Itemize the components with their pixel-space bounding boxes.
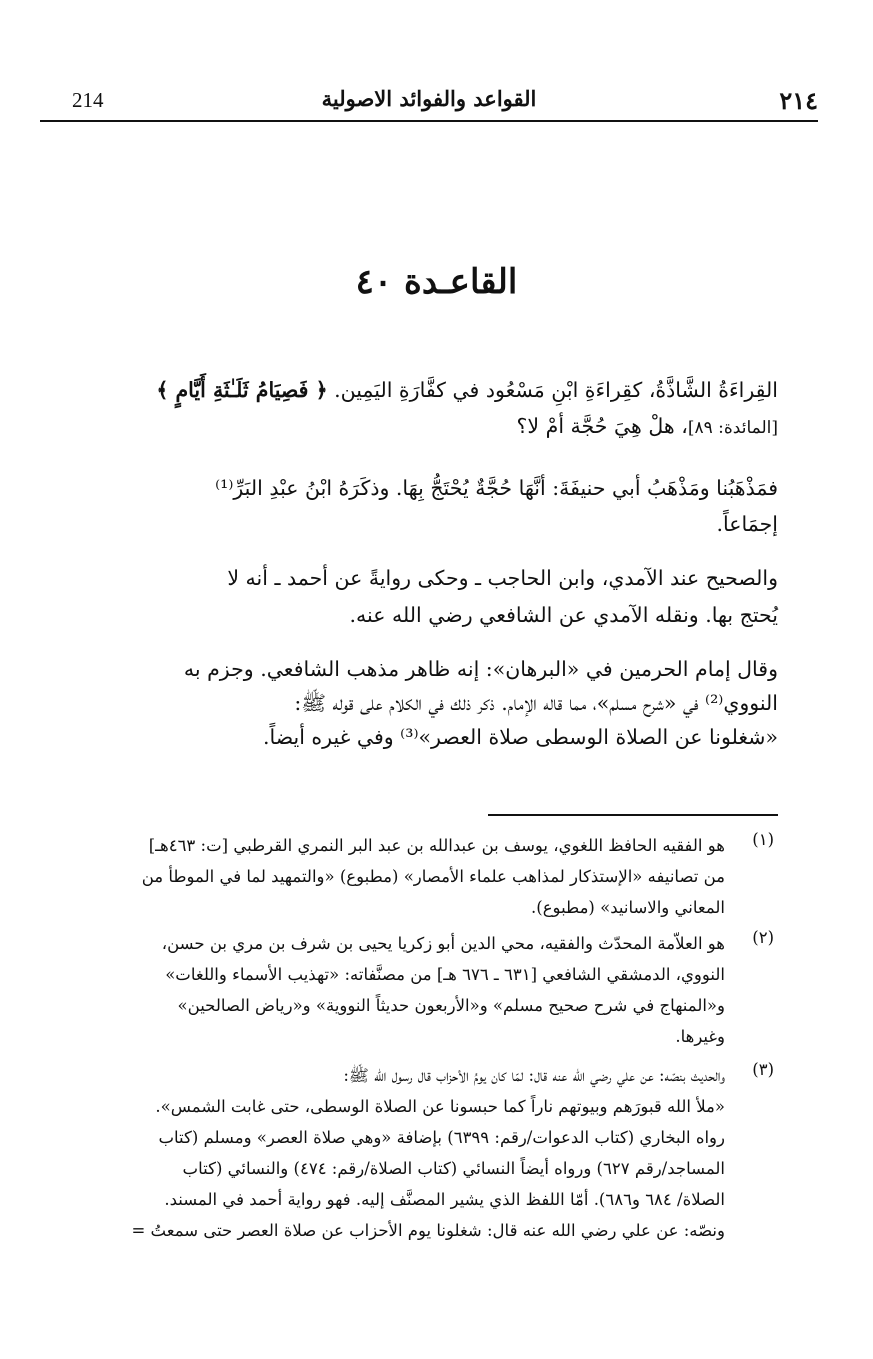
footnote-line: من تصانيفه «الإستذكار لمذاهب علماء الأمصار» (مطبوع) «والتمهيد لما في الموطأ من [141,867,725,886]
footnote-body [22,830,780,923]
footnote-line: ونصّه: عن علي رضي الله عنه قال: شغلونا يوم الأحزاب عن صلاة العصر حتى سمعتُ = [131,1221,725,1240]
page-number-arabic: ٢١٤ [779,86,818,115]
paragraph-3 [40,560,778,634]
paragraph-line [40,408,778,446]
footnote-line: المعاني والاسانيد» (مطبوع). [531,898,725,917]
footnote-line: و«المنهاج في شرح صحيح مسلم» و«الأربعون حديثاً النووية» و«رياض الصالحين» [177,996,725,1015]
footnote-line: الصلاة/ ٦٨٤ و٦٨٦). أمّا اللفظ الذي يشير المصنَّف إليه. فهو رواية أحمد في المسند. [164,1190,725,1209]
paragraph-line: وقال إمام الحرمين في «البرهان»: إنه ظاهر مذهب الشافعي. وجزم به [183,657,778,681]
footnote-line: النووي، الدمشقي الشافعي [٦٣١ ـ ٦٧٦ هـ] من مصنَّفاته: «تهذيب الأسماء واللغات» [165,965,725,984]
paragraph-line: إجمَاعاً. [716,512,778,536]
footnote-line: والحديث بنصّه: عن علي رضي الله عنه قال: لمّا كان يومُ الأحزاب قال رسول الله ﷺ: [343,1066,725,1085]
paragraph-line: والصحيح عند الآمدي، وابن الحاجب ـ وحكى روايةً عن أحمد ـ أنه لا [227,566,778,590]
footnote-number: (٢) [752,928,774,947]
paragraph-line: النووي⁽²⁾ في «شرح مسلم»، مما قاله الإمام. ذكر ذلك في الكلام على قوله ﷺ: [294,691,778,715]
page-number-latin: 214 [72,88,104,112]
paragraph-text: ، هلْ هِيَ حُجَّة أمْ لا؟ [516,414,688,438]
footnote-body [22,1060,780,1246]
paragraph-line [40,372,778,408]
page-header [40,82,818,122]
footnote-body [22,928,780,1052]
paragraph-4 [40,652,778,754]
footnote-line: المساجد/رقم ٦٢٧) ورواه أيضاً النسائي (كتاب الصلاة/رقم: ٤٧٤) والنسائي (كتاب [182,1159,725,1178]
paragraph-text: القِراءَةُ الشَّاذَّةُ، كقِراءَةِ ابْنِ مَسْعُود في كفَّارَةِ اليَمِين. [327,378,778,402]
footnote-line: «ملأ الله قبورَهم وبيوتهم ناراً كما حبسونا عن الصلاة الوسطى، حتى غابت الشمس». [155,1097,725,1116]
paragraph-2 [40,470,778,542]
paragraph-line: فمَذْهَبُنا ومَذْهَبُ أبي حنيفَةَ: أنَّهَا حُجَّةٌ يُحْتَجُّ بِهَا. وذكَرَهُ ابْنُ عبْدِ البَرِّ⁽¹⁾ [215,476,778,500]
footnote-number: (٣) [752,1060,774,1079]
footnote-separator [488,814,778,816]
footnote-line: هو العلاّمة المحدّث والفقيه، محي الدين أبو زكريا يحيى بن شرف بن مري بن حسن، [161,934,725,953]
paragraph-line: يُحتج بها. ونقله الآمدي عن الشافعي رضي الله عنه. [349,603,778,627]
verse-reference: [المائدة: ٨٩] [687,418,778,438]
paragraph-1 [40,372,778,446]
running-title: القواعد والفوائد الاصولية [321,86,537,111]
footnote-2 [22,928,780,1058]
footnote-1 [22,830,780,929]
paragraph-line: «شغلونا عن الصلاة الوسطى صلاة العصر»⁽³⁾ وفي غيره أيضاً. [262,725,778,749]
footnote-line: رواه البخاري (كتاب الدعوات/رقم: ٦٣٩٩) بإضافة «وهي صلاة العصر» ومسلم (كتاب [158,1128,725,1147]
rule-heading: القاعـدة ٤٠ [355,262,518,302]
footnote-3 [22,1060,780,1252]
quran-verse: ﴿ فَصِيَامُ ثَلَـٰثَةِ أَيَّامٍ ﴾ [156,378,328,402]
footnote-line: وغيرها. [675,1027,725,1046]
footnote-number: (١) [752,830,774,849]
footnote-line: هو الفقيه الحافظ اللغوي، يوسف بن عبدالله بن عبد البر النمري القرطبي [ت: ٤٦٣هـ] [148,836,725,855]
